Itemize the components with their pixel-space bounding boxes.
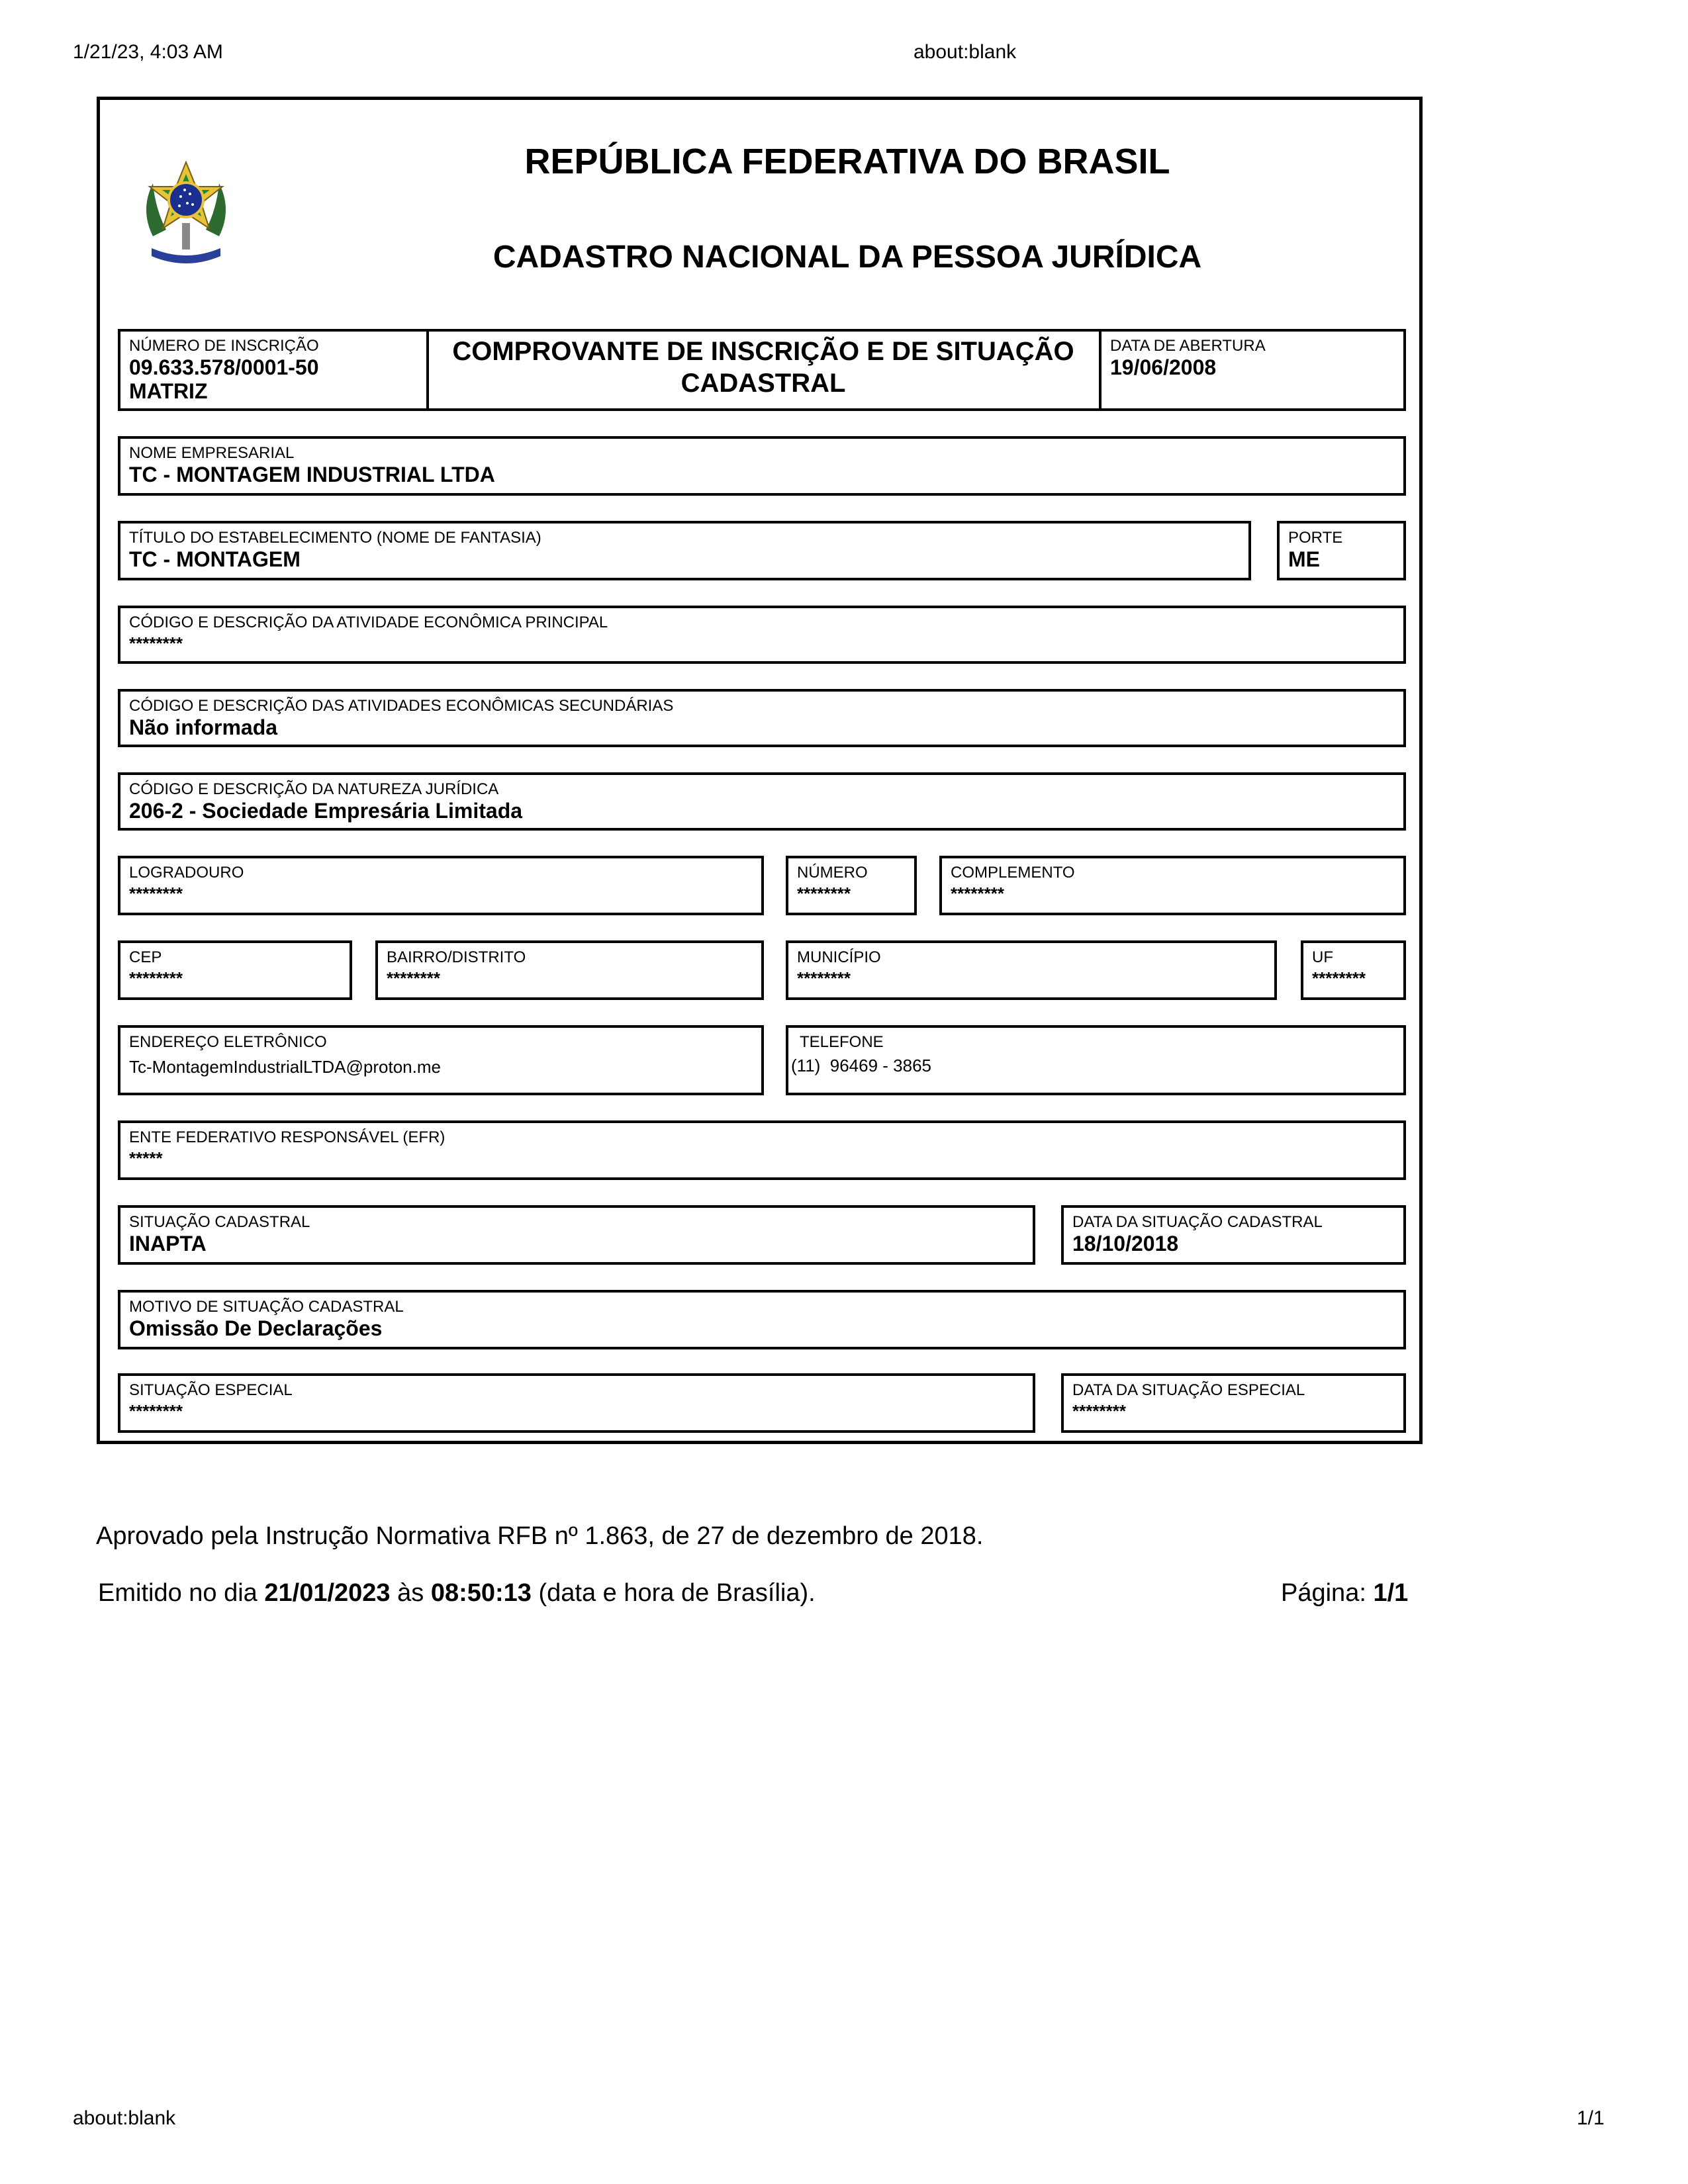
- header-row: [118, 329, 1406, 411]
- efr-field: [118, 1120, 1406, 1180]
- porte-value: ME: [1288, 547, 1320, 571]
- atividades-secundarias-field: [118, 689, 1406, 747]
- situacao-cadastral-value: INAPTA: [129, 1232, 207, 1255]
- emission-prefix: Emitido no dia: [98, 1579, 265, 1607]
- efr-label: ENTE FEDERATIVO RESPONSÁVEL (EFR): [129, 1128, 445, 1146]
- abertura-label: DATA DE ABERTURA: [1110, 337, 1266, 355]
- cep-value: ********: [129, 968, 183, 988]
- nome-empresarial-value: TC - MONTAGEM INDUSTRIAL LTDA: [129, 463, 495, 486]
- emission-date: 21/01/2023: [264, 1579, 391, 1607]
- numero-field: [786, 856, 917, 915]
- telefone-field: [786, 1025, 1406, 1095]
- complemento-value: ********: [951, 884, 1004, 903]
- atividade-principal-label: CÓDIGO E DESCRIÇÃO DA ATIVIDADE ECONÔMICA PRINCIPAL: [129, 614, 608, 631]
- motivo-situacao-field: [118, 1290, 1406, 1349]
- situacao-especial-field: [118, 1373, 1035, 1433]
- atividade-principal-field: [118, 606, 1406, 664]
- page-value: 1/1: [1373, 1579, 1409, 1607]
- nome-empresarial-label: NOME EMPRESARIAL: [129, 444, 295, 462]
- logradouro-label: LOGRADOURO: [129, 864, 244, 882]
- situacao-cadastral-field: [118, 1205, 1035, 1265]
- document-frame: [97, 97, 1423, 1444]
- titulo-estabelecimento-label: TÍTULO DO ESTABELECIMENTO (NOME DE FANTASIA): [129, 529, 541, 547]
- document-title-line1: COMPROVANTE DE INSCRIÇÃO E DE SITUAÇÃO: [452, 337, 1074, 366]
- efr-value: *****: [129, 1148, 163, 1168]
- data-situacao-especial-field: [1061, 1373, 1406, 1433]
- motivo-situacao-value: Omissão De Declarações: [129, 1316, 383, 1340]
- uf-value: ********: [1312, 968, 1366, 988]
- data-situacao-especial-label: DATA DA SITUAÇÃO ESPECIAL: [1072, 1381, 1305, 1399]
- titulo-estabelecimento-field: [118, 521, 1251, 580]
- emission-line: [98, 1579, 816, 1608]
- data-situacao-especial-value: ********: [1072, 1401, 1126, 1421]
- cep-label: CEP: [129, 948, 162, 966]
- nome-empresarial-field: [118, 436, 1406, 496]
- endereco-eletronico-label: ENDEREÇO ELETRÔNICO: [129, 1033, 327, 1051]
- situacao-cadastral-label: SITUAÇÃO CADASTRAL: [129, 1213, 310, 1231]
- complemento-field: [939, 856, 1406, 915]
- logradouro-value: ********: [129, 884, 183, 903]
- print-footer-page: 1/1: [1577, 2107, 1605, 2129]
- endereco-eletronico-value: Tc-MontagemIndustrialLTDA@proton.me: [129, 1057, 441, 1077]
- motivo-situacao-label: MOTIVO DE SITUAÇÃO CADASTRAL: [129, 1298, 404, 1316]
- numero-value: ********: [797, 884, 851, 903]
- porte-label: PORTE: [1288, 529, 1343, 547]
- porte-field: [1277, 521, 1406, 580]
- document-title: [429, 336, 1098, 399]
- natureza-juridica-field: [118, 772, 1406, 831]
- print-datetime: 1/21/23, 4:03 AM: [73, 41, 223, 63]
- data-situacao-cadastral-field: [1061, 1205, 1406, 1265]
- print-footer-url: about:blank: [73, 2107, 176, 2129]
- emission-suffix: (data e hora de Brasília).: [531, 1579, 816, 1607]
- bairro-label: BAIRRO/DISTRITO: [387, 948, 526, 966]
- endereco-eletronico-field: [118, 1025, 764, 1095]
- municipio-value: ********: [797, 968, 851, 988]
- abertura-cell: [1102, 332, 1406, 408]
- page-title: REPÚBLICA FEDERATIVA DO BRASIL: [524, 142, 1170, 181]
- cep-field: [118, 940, 352, 1000]
- natureza-juridica-value: 206-2 - Sociedade Empresária Limitada: [129, 799, 523, 823]
- inscricao-value: 09.633.578/0001-50: [129, 355, 319, 379]
- natureza-juridica-label: CÓDIGO E DESCRIÇÃO DA NATUREZA JURÍDICA: [129, 780, 499, 798]
- telefone-label: TELEFONE: [800, 1033, 884, 1051]
- titulo-estabelecimento-value: TC - MONTAGEM: [129, 547, 301, 571]
- approval-note: Aprovado pela Instrução Normativa RFB nº 1.863, de 27 de dezembro de 2018.: [96, 1522, 984, 1550]
- abertura-value: 19/06/2008: [1110, 355, 1217, 379]
- bairro-field: [375, 940, 764, 1000]
- data-situacao-cadastral-label: DATA DA SITUAÇÃO CADASTRAL: [1072, 1213, 1323, 1231]
- print-url: about:blank: [914, 41, 1017, 63]
- situacao-especial-value: ********: [129, 1401, 183, 1421]
- page-subtitle: CADASTRO NACIONAL DA PESSOA JURÍDICA: [492, 240, 1202, 275]
- inscricao-type: MATRIZ: [129, 379, 208, 403]
- data-situacao-cadastral-value: 18/10/2018: [1072, 1232, 1179, 1255]
- document-title-line2: CADASTRAL: [680, 369, 846, 398]
- logradouro-field: [118, 856, 764, 915]
- uf-field: [1301, 940, 1406, 1000]
- telefone-value: (11) 96469 - 3865: [791, 1056, 931, 1075]
- numero-label: NÚMERO: [797, 864, 868, 882]
- emission-mid: às: [390, 1579, 431, 1607]
- page-number: [1281, 1579, 1408, 1608]
- page-label: Página:: [1281, 1579, 1374, 1607]
- atividade-principal-value: ********: [129, 633, 183, 653]
- bairro-value: ********: [387, 968, 440, 988]
- municipio-field: [786, 940, 1277, 1000]
- emission-time: 08:50:13: [430, 1579, 532, 1607]
- complemento-label: COMPLEMENTO: [951, 864, 1075, 882]
- uf-label: UF: [1312, 948, 1333, 966]
- atividades-secundarias-label: CÓDIGO E DESCRIÇÃO DAS ATIVIDADES ECONÔMICAS SECUNDÁRIAS: [129, 697, 674, 715]
- inscricao-label: NÚMERO DE INSCRIÇÃO: [129, 337, 319, 355]
- municipio-label: MUNICÍPIO: [797, 948, 881, 966]
- atividades-secundarias-value: Não informada: [129, 715, 278, 739]
- situacao-especial-label: SITUAÇÃO ESPECIAL: [129, 1381, 293, 1399]
